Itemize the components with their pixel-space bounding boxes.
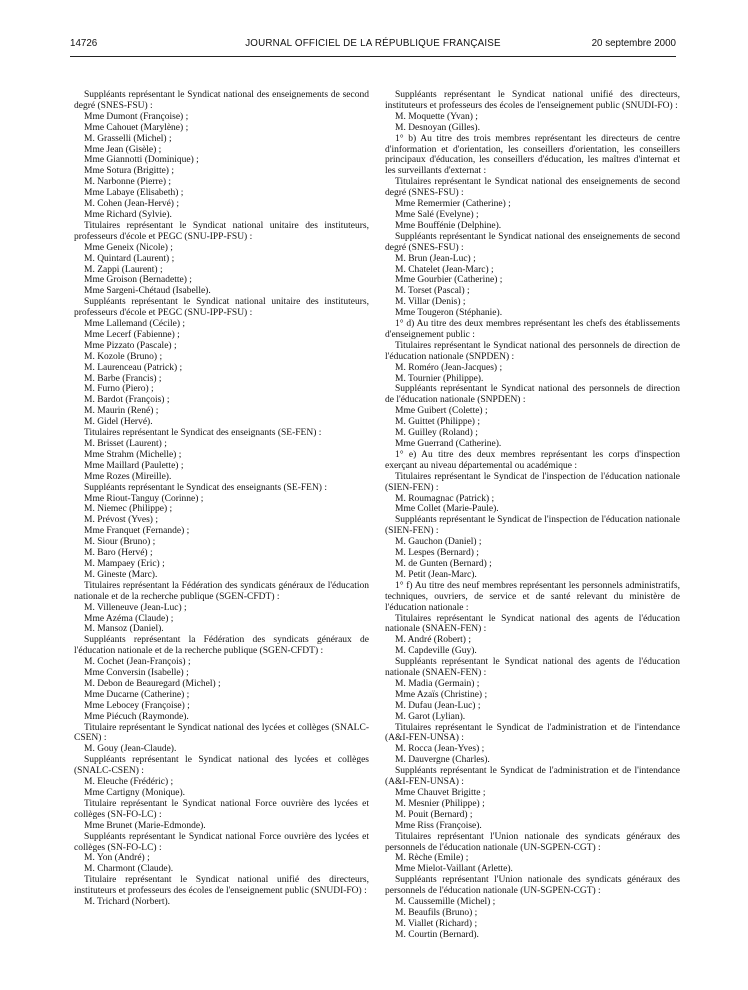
member-name: Mme Salé (Evelyne) ; <box>395 209 479 220</box>
section-paragraph: Titulaires représentant le Syndicat national des agents de l'éducation nationale (SNAEN-FEN) : <box>385 613 680 635</box>
page-header <box>70 38 676 52</box>
member-name: Mme Strahm (Michelle) ; <box>84 449 182 460</box>
member-name: M. Eleuche (Frédéric) ; <box>84 777 174 788</box>
member-name: Mme Remermier (Catherine) ; <box>395 199 511 210</box>
section-paragraph: Suppléants représentant le Syndicat des enseignants (SE-FEN) : <box>84 482 327 493</box>
section-paragraph: Titulaires représentant le Syndicat de l'inspection de l'éducation nationale (SIEN-FEN) : <box>385 471 680 493</box>
member-name: Mme Sargeni-Chétaud (Isabelle). <box>84 286 211 297</box>
member-name: M. Baro (Hervé) ; <box>84 548 153 559</box>
member-name: Mme Lallemand (Cécile) ; <box>84 319 186 330</box>
member-name: M. Siour (Bruno) ; <box>84 537 156 548</box>
member-name: Mme Labaye (Elisabeth) ; <box>84 188 184 199</box>
member-name: M. Desnoyan (Gilles). <box>395 122 480 133</box>
member-name: M. Guilley (Roland) ; <box>395 428 478 439</box>
member-name: Mme Geneix (Nicole) ; <box>84 242 173 253</box>
member-name: Mme Rozes (Mireille). <box>84 471 172 482</box>
member-name: Mme Mielot-Vaillant (Arlette). <box>395 864 513 875</box>
member-name: M. André (Robert) ; <box>395 635 471 646</box>
section-paragraph: Suppléants représentant le Syndicat national des enseignements de second degré (SNES-FSU) : <box>385 231 680 253</box>
member-name: M. Gidel (Hervé). <box>84 417 153 428</box>
member-name: M. Rocca (Jean-Yves) ; <box>395 744 485 755</box>
member-name: M. Courtin (Bernard). <box>395 929 479 940</box>
member-name: M. Moquette (Yvan) ; <box>395 111 478 122</box>
section-paragraph: Titulaires représentant le Syndicat national des personnels de direction de l'éducation nationale (SNPDEN) : <box>385 340 680 362</box>
member-name: M. Debon de Beauregard (Michel) ; <box>84 678 221 689</box>
right-column <box>385 90 680 941</box>
page-number: 14726 <box>70 38 98 49</box>
member-name: Mme Sotura (Brigitte) ; <box>84 166 174 177</box>
member-name: M. Narbonne (Pierre) ; <box>84 177 172 188</box>
section-paragraph: Titulaires représentant le Syndicat national unitaire des instituteurs, professeurs d'école et PEGC (SNU-IPP-FSU) : <box>74 220 369 242</box>
section-paragraph: Titulaires représentant le Syndicat national des enseignements de second degré (SNES-FSU) : <box>385 177 680 199</box>
member-name: M. Bardot (François) ; <box>84 395 170 406</box>
section-paragraph: Titulaire représentant le Syndicat national unifié des directeurs, instituteurs et professeurs des écoles de l'enseignement public (SNUDI-FO) : <box>74 875 369 897</box>
member-name: M. Tournier (Philippe). <box>395 373 484 384</box>
member-name: M. Cochet (Jean-François) ; <box>84 657 191 668</box>
member-name: Mme Conversin (Isabelle) ; <box>84 668 189 679</box>
member-name: Mme Maillard (Paulette) ; <box>84 460 184 471</box>
member-name: M. Caussemille (Michel) ; <box>395 897 496 908</box>
member-name: Mme Collet (Marie-Paule). <box>395 504 499 515</box>
member-name: M. Barbe (Francis) ; <box>84 373 162 384</box>
member-name: M. Dauvergne (Charles). <box>395 755 490 766</box>
member-name: M. Furno (Piero) ; <box>84 384 154 395</box>
member-name: M. Kozole (Bruno) ; <box>84 351 163 362</box>
section-paragraph: Titulaires représentant l'Union nationale des syndicats généraux des personnels de l'éducation nationale (UN-SGPEN-CGT) : <box>385 831 680 853</box>
member-name: M. Beaufils (Bruno) ; <box>395 907 478 918</box>
section-paragraph: Suppléants représentant le Syndicat de l'inspection de l'éducation nationale (SIEN-FEN) : <box>385 515 680 537</box>
section-paragraph: 1° e) Au titre des deux membres représentant les corps d'inspection exerçant au niveau départemental ou académique : <box>385 449 680 471</box>
member-name: M. Brisset (Laurent) ; <box>84 439 167 449</box>
member-name: M. Dufau (Jean-Luc) ; <box>395 700 481 711</box>
member-name: Mme Bouffénie (Delphine). <box>395 220 502 231</box>
member-name: M. Charmont (Claude). <box>84 864 174 875</box>
member-name: Mme Guibert (Colette) ; <box>395 406 488 417</box>
section-paragraph: 1° f) Au titre des neuf membres représentant les personnels administratifs, techniques, ouvriers, de service et de santé relevant du ministère de l'éducation nationale : <box>385 580 680 613</box>
section-paragraph: Suppléants représentant le Syndicat national unifié des directeurs, instituteurs et professeurs des écoles de l'enseignement public (SNUDI-FO) : <box>385 90 680 111</box>
member-name: Mme Azéma (Claude) ; <box>84 613 174 624</box>
member-name: Mme Ducarne (Catherine) ; <box>84 689 190 700</box>
member-name: M. Yon (André) ; <box>84 853 150 864</box>
journal-title: JOURNAL OFFICIEL DE LA RÉPUBLIQUE FRANÇAISE <box>245 38 501 49</box>
member-name: Mme Lebocey (Françoise) ; <box>84 700 190 711</box>
member-name: Mme Piécuch (Raymonde). <box>84 711 189 722</box>
section-paragraph: 1° d) Au titre des deux membres représentant les chefs des établissements d'enseignement public : <box>385 319 680 340</box>
section-paragraph: Titulaire représentant le Syndicat national Force ouvrière des lycées et collèges (SN-FO-LC) : <box>74 798 369 820</box>
member-name: M. Mampaey (Eric) ; <box>84 558 165 569</box>
member-name: Mme Riout-Tanguy (Corinne) ; <box>84 493 204 504</box>
member-name: M. de Gunten (Bernard) ; <box>395 558 492 569</box>
member-name: M. Grasselli (Michel) ; <box>84 133 172 144</box>
left-column <box>74 90 369 908</box>
member-name: Mme Tougeron (Stéphanie). <box>395 308 503 319</box>
member-name: Mme Brunet (Marie-Edmonde). <box>84 820 206 831</box>
section-paragraph: Titulaires représentant le Syndicat des enseignants (SE-FEN) : <box>84 428 322 439</box>
member-name: M. Mesnier (Philippe) ; <box>395 798 485 809</box>
header-rule <box>70 56 676 57</box>
member-name: M. Cohen (Jean-Hervé) ; <box>84 199 179 210</box>
member-name: M. Lespes (Bernard) ; <box>395 548 479 559</box>
member-name: M. Roméro (Jean-Jacques) ; <box>395 362 503 373</box>
member-name: M. Capdeville (Guy). <box>395 646 477 657</box>
member-name: Mme Richard (Sylvie). <box>84 209 172 220</box>
member-name: M. Gauchon (Daniel) ; <box>395 537 482 548</box>
section-paragraph: Titulaires représentant le Syndicat de l'administration et de l'intendance (A&I-FEN-UNSA) : <box>385 722 680 744</box>
member-name: M. Gouy (Jean-Claude). <box>84 744 177 755</box>
member-name: M. Niemec (Philippe) ; <box>84 504 173 515</box>
member-name: M. Zappi (Laurent) ; <box>84 264 163 275</box>
member-name: M. Laurenceau (Patrick) ; <box>84 362 183 373</box>
member-name: M. Torset (Pascal) ; <box>395 286 470 297</box>
member-name: Mme Jean (Gisèle) ; <box>84 144 162 155</box>
member-name: M. Guittet (Philippe) ; <box>395 417 480 428</box>
member-name: Mme Franquet (Fernande) ; <box>84 526 190 537</box>
section-paragraph: Suppléants représentant la Fédération des syndicats généraux de l'éducation nationale et de la recherche publique (SGEN-CFDT) : <box>74 635 369 657</box>
member-name: M. Brun (Jean-Luc) ; <box>395 253 476 264</box>
member-name: M. Chatelet (Jean-Marc) ; <box>395 264 494 275</box>
section-paragraph: Suppléants représentant le Syndicat national des agents de l'éducation nationale (SNAEN-FEN) : <box>385 657 680 679</box>
member-name: M. Petit (Jean-Marc). <box>395 569 477 580</box>
section-paragraph: Suppléants représentant le Syndicat national des personnels de direction de l'éducation nationale (SNPDEN) : <box>385 384 680 406</box>
member-name: M. Garot (Lylian). <box>395 711 466 722</box>
member-name: M. Villar (Denis) ; <box>395 297 466 308</box>
section-paragraph: Titulaires représentant la Fédération des syndicats généraux de l'éducation nationale et de la recherche publique (SGEN-CFDT) : <box>74 580 369 602</box>
member-name: M. Maurin (René) ; <box>84 406 159 417</box>
member-name: M. Pouit (Bernard) ; <box>395 809 473 820</box>
member-name: M. Quintard (Laurent) ; <box>84 253 175 264</box>
section-paragraph: Titulaire représentant le Syndicat national des lycées et collèges (SNALC-CSEN) : <box>74 722 369 744</box>
member-name: Mme Azaïs (Christine) ; <box>395 689 488 700</box>
member-name: M. Mansoz (Daniel). <box>84 624 164 635</box>
member-name: Mme Riss (Françoise). <box>395 820 482 831</box>
member-name: M. Prévost (Yves) ; <box>84 515 158 526</box>
member-name: Mme Lecerf (Fabienne) ; <box>84 329 180 340</box>
member-name: M. Madia (Germain) ; <box>395 678 480 689</box>
member-name: M. Rèche (Emile) ; <box>395 853 469 864</box>
member-name: M. Roumagnac (Patrick) ; <box>395 493 495 504</box>
member-name: M. Villeneuve (Jean-Luc) ; <box>84 602 187 613</box>
section-paragraph: Suppléants représentant le Syndicat national unitaire des instituteurs, professeurs d'école et PEGC (SNU-IPP-FSU) : <box>74 297 369 319</box>
section-paragraph: Suppléants représentant le Syndicat national des enseignements de second degré (SNES-FSU) : <box>74 90 369 111</box>
member-name: Mme Cartigny (Monique). <box>84 788 186 798</box>
member-name: M. Viallet (Richard) ; <box>395 918 478 929</box>
member-name: Mme Guerrand (Catherine). <box>395 439 502 449</box>
member-name: Mme Chauvet Brigitte ; <box>395 788 486 798</box>
member-name: Mme Gourbier (Catherine) ; <box>395 275 503 286</box>
section-paragraph: Suppléants représentant le Syndicat de l'administration et de l'intendance (A&I-FEN-UNSA) : <box>385 766 680 788</box>
member-name: Mme Cahouet (Marylène) ; <box>84 122 189 133</box>
section-paragraph: 1° b) Au titre des trois membres représentant les directeurs de centre d'information et d'orientation, les conseillers d'orientation, les conseillers principaux d'éducation, les conseillers d'éducation, les maîtres d'internat et les surveillants d'externat : <box>385 133 680 177</box>
section-paragraph: Suppléants représentant le Syndicat national des lycées et collèges (SNALC-CSEN) : <box>74 755 369 777</box>
publication-date: 20 septembre 2000 <box>591 38 676 49</box>
member-name: Mme Dumont (Françoise) ; <box>84 111 189 122</box>
section-paragraph: Suppléants représentant l'Union nationale des syndicats généraux des personnels de l'éducation nationale (UN-SGPEN-CGT) : <box>385 875 680 897</box>
member-name: M. Gineste (Marc). <box>84 569 158 580</box>
section-paragraph: Suppléants représentant le Syndicat national Force ouvrière des lycées et collèges (SN-FO-LC) : <box>74 831 369 853</box>
member-name: Mme Giannotti (Dominique) ; <box>84 155 199 166</box>
member-name: Mme Pizzato (Pascale) ; <box>84 340 177 351</box>
member-name: Mme Groison (Bernadette) ; <box>84 275 192 286</box>
member-name: M. Trichard (Norbert). <box>84 897 171 908</box>
